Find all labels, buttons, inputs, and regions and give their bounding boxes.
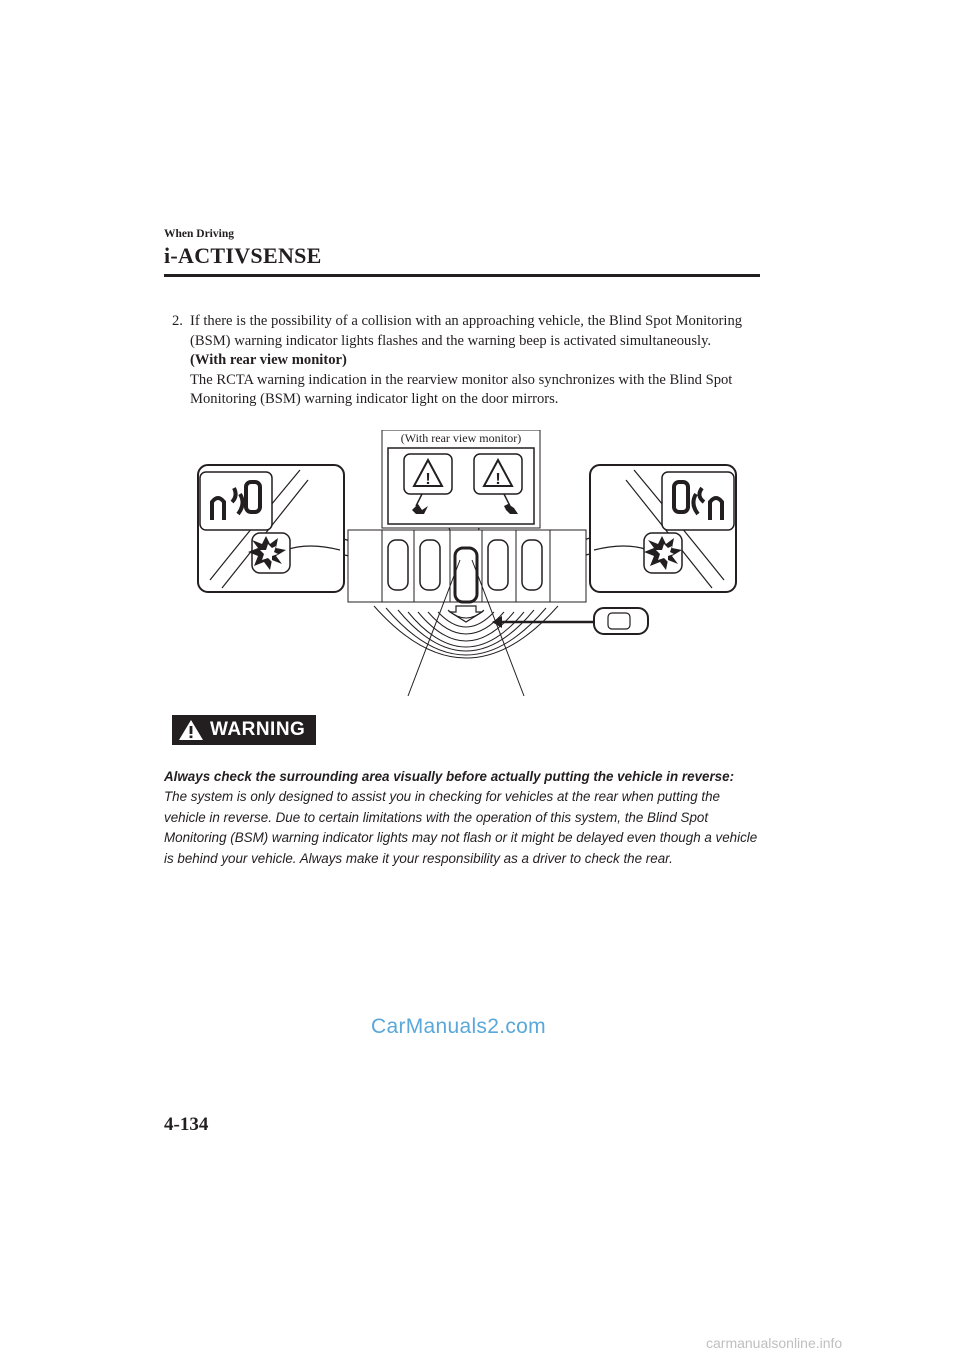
step-number: 2. bbox=[172, 313, 183, 329]
step-subtext: The RCTA warning indication in the rearview monitor also synchronizes with the Blind Spot Monitoring (BSM) warning indicator light on the door mirrors. bbox=[190, 371, 733, 408]
svg-text:!: ! bbox=[425, 471, 431, 488]
step-item bbox=[172, 312, 762, 410]
page-number: 4-134 bbox=[164, 1114, 209, 1135]
warning-badge bbox=[172, 715, 316, 745]
warning-label: WARNING bbox=[210, 719, 306, 740]
right-mirror-panel bbox=[590, 465, 736, 592]
header-rule bbox=[164, 274, 760, 277]
svg-text:!: ! bbox=[495, 471, 501, 488]
section-label: When Driving bbox=[164, 228, 234, 240]
warning-icon bbox=[178, 718, 204, 742]
parking-lot bbox=[348, 530, 586, 622]
left-mirror-panel bbox=[198, 465, 344, 592]
rcta-illustration bbox=[190, 430, 750, 700]
rear-view-monitor bbox=[382, 430, 540, 528]
step-text: If there is the possibility of a collision with an approaching vehicle, the Blind Spot Monitoring (BSM) warning indicator lights flashes and the warning beep is activated simultaneously. bbox=[190, 313, 743, 349]
warning-text: The system is only designed to assist you in checking for vehicles at the rear when putting the vehicle in reverse. Due to certain limitations with the operation of this system, the Blind Spot Monitoring (BSM) warning indicator lights may not flash or it might be delayed even though a vehicle is behind your vehicle. Always make it your responsibility as a driver to check the rear. bbox=[164, 789, 758, 866]
watermark-carmanuals2: CarManuals2.com bbox=[371, 1015, 546, 1038]
step-subheading: (With rear view monitor) bbox=[190, 352, 347, 369]
approaching-vehicle bbox=[492, 608, 648, 634]
watermark-site: carmanualsonline.info bbox=[706, 1335, 843, 1351]
monitor-caption: (With rear view monitor) bbox=[400, 431, 522, 445]
chapter-title: i-ACTIVSENSE bbox=[164, 243, 322, 268]
warning-heading: Always check the surrounding area visually before actually putting the vehicle in reverse: bbox=[164, 769, 735, 784]
